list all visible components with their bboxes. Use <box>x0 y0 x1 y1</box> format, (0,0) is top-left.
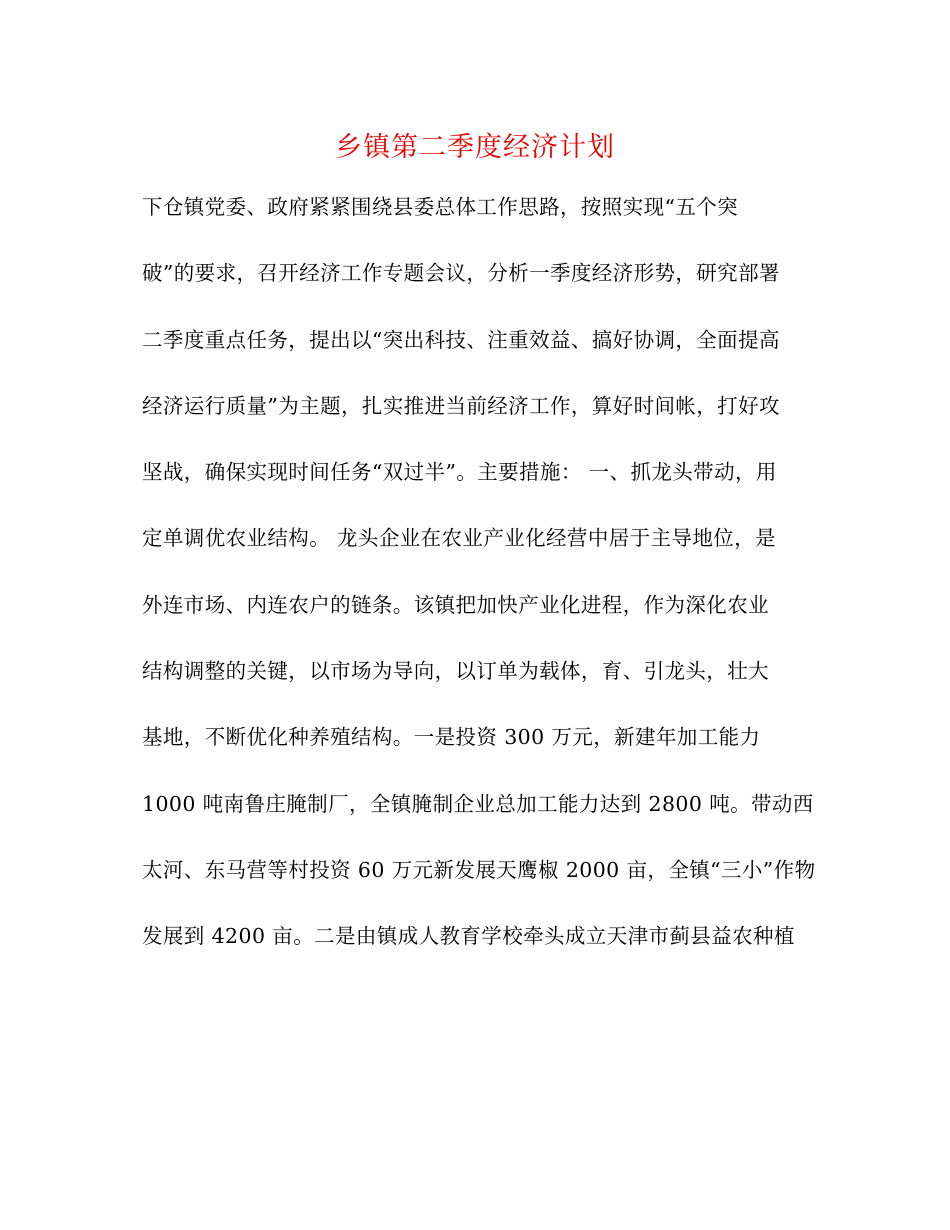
body-line: 二季度重点任务，提出以“突出科技、注重效益、搞好协调，全面提高 <box>142 327 780 352</box>
body-line: 坚战，确保实现时间任务“双过半”。主要措施： 一、抓龙头带动，用 <box>142 460 777 485</box>
body-line: 破”的要求，召开经济工作专题会议，分析一季度经济形势，研究部署 <box>142 261 780 286</box>
body-line: 经济运行质量”为主题，扎实推进当前经济工作，算好时间帐，打好攻 <box>142 393 780 418</box>
body-line: 外连市场、内连农户的链条。该镇把加快产业化进程，作为深化农业 <box>142 592 769 617</box>
body-line: 基地，不断优化种养殖结构。一是投资 300 万元，新建年加工能力 <box>142 725 761 750</box>
body-line: 发展到 4200 亩。二是由镇成人教育学校牵头成立天津市蓟县益农种植 <box>142 924 795 949</box>
body-line: 结构调整的关键，以市场为导向，以订单为载体，育、引龙头，壮大 <box>142 659 769 684</box>
document-body <box>142 187 822 983</box>
body-line: 定单调优农业结构。 龙头企业在农业产业化经营中居于主导地位，是 <box>142 526 776 551</box>
body-line: 太河、东马营等村投资 60 万元新发展天鹰椒 2000 亩，全镇“三小”作物 <box>142 857 816 882</box>
document-title: 乡镇第二季度经济计划 <box>335 132 615 163</box>
body-line: 下仓镇党委、政府紧紧围绕县委总体工作思路，按照实现“五个突 <box>142 195 739 219</box>
body-line: 1000 吨南鲁庄腌制厂，全镇腌制企业总加工能力达到 2800 吨。带动西 <box>142 791 814 816</box>
